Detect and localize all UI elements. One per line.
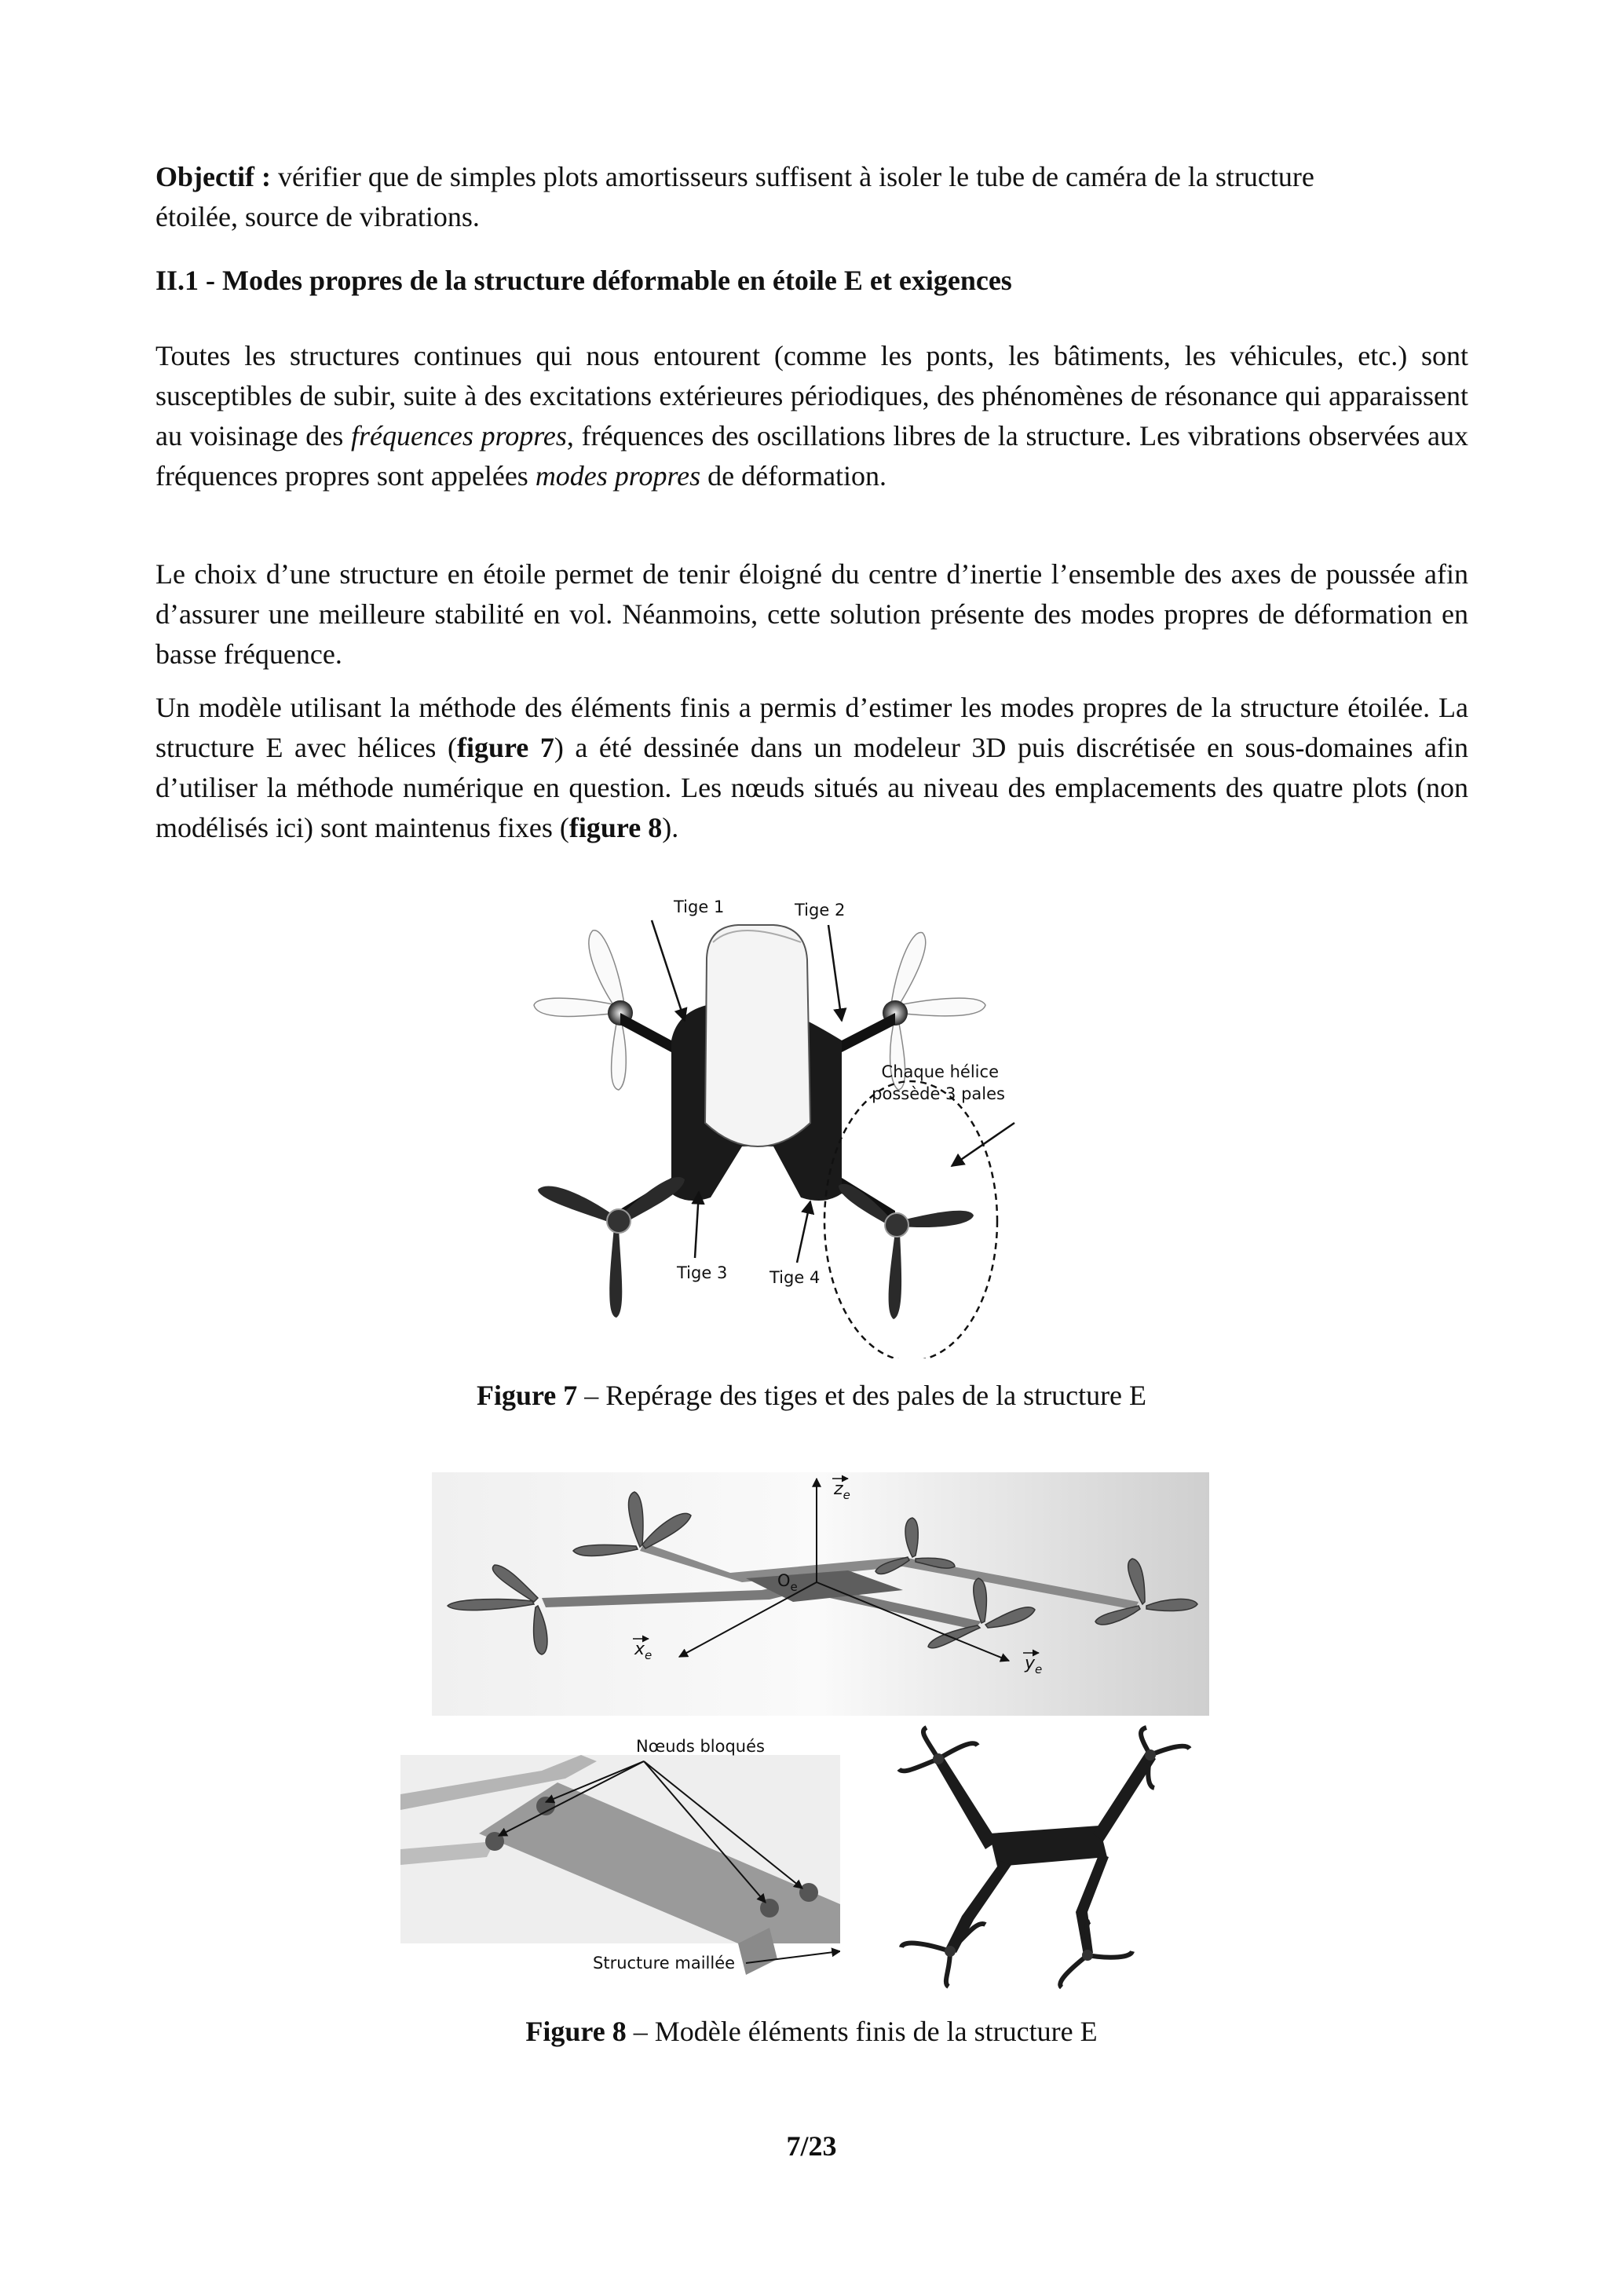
- paragraph-1-em1: fréquences propres: [350, 420, 567, 452]
- objective-line2: étoilée, source de vibrations.: [155, 201, 480, 232]
- page-number: 7/23: [786, 2130, 837, 2162]
- bottom-right-propeller: [839, 1184, 974, 1319]
- paragraph-1-part1: Toutes les structures continues qui nous entourent (comme les ponts, les bâtiments, les véhicules, etc.) sont susceptibles de subir, suite à des excitations extérieures périodiques, des phénomènes de résonance qui apparaissent au voisinage des: [155, 340, 1468, 452]
- objective-label: Objectif :: [155, 161, 271, 192]
- paragraph-1: [155, 336, 1468, 496]
- label-tige-4: Tige 4: [769, 1268, 821, 1287]
- paragraph-3-part3: ).: [662, 812, 679, 843]
- figure-7-caption-number: Figure 7: [476, 1380, 578, 1411]
- origin-label: $O_e$: [777, 1571, 798, 1594]
- paragraph-3-part1: Un modèle utilisant la méthode des éléments finis a permis d’estimer les modes propres de la structure étoilée. La structure E avec hélices (: [155, 692, 1468, 763]
- drone-body: [620, 925, 895, 1223]
- figure-8-meshed-structure: [840, 1724, 1233, 1991]
- label-helice-line1: Chaque hélice: [881, 1062, 999, 1081]
- top-left-propeller: [534, 930, 633, 1090]
- figure-7-caption-text: Repérage des tiges et des pales de la structure E: [605, 1380, 1147, 1411]
- label-structure-maillee: Structure maillée: [593, 1954, 736, 1972]
- axis-y-label: $y_e$: [1025, 1654, 1043, 1676]
- paragraph-1-part2: , fréquences des oscillations libres de la structure. Les vibrations observées aux fréquences propres sont appelées: [155, 420, 1468, 492]
- figure-8-blocked-nodes-detail: [400, 1724, 840, 1991]
- figure-8-cad-render: [432, 1472, 1209, 1716]
- paragraph-2: Le choix d’une structure en étoile permet de tenir éloigné du centre d’inertie l’ensemble des axes de poussée afin d’assurer une meilleure stabilité en vol. Néanmoins, cette solution présente des modes propres de déformation en basse fréquence.: [155, 558, 1468, 670]
- figure-8-caption-number: Figure 8: [525, 2016, 627, 2047]
- objective-line1: vérifier que de simples plots amortisseurs suffisent à isoler le tube de caméra de la structure: [270, 161, 1314, 192]
- paragraph-3-part2: ) a été dessinée dans un modeleur 3D puis discrétisée en sous-domaines afin d’utiliser la méthode numérique en question. Les nœuds situés au niveau des emplacements des quatre plots (non modélisés ici) sont maintenus fixes (: [155, 732, 1468, 843]
- paragraph-1-em2: modes propres: [535, 460, 701, 492]
- figure-8-caption: [0, 2015, 1623, 2048]
- label-helice-line2: possède 3 pales: [872, 1084, 1005, 1103]
- paragraph-1-part3: de déformation.: [700, 460, 887, 492]
- figure-8-caption-text: Modèle éléments finis de la structure E: [654, 2016, 1098, 2047]
- axis-x-label: $x_e$: [634, 1640, 652, 1662]
- bottom-left-propeller: [538, 1177, 685, 1318]
- label-tige-1: Tige 1: [674, 898, 725, 916]
- section-heading: II.1 - Modes propres de la structure déformable en étoile E et exigences: [155, 265, 1012, 296]
- axis-z-label: $z_e$: [834, 1479, 850, 1502]
- paragraph-3: [155, 688, 1468, 848]
- paragraph-3-ref2: figure 8: [568, 812, 663, 843]
- figure-8-caption-sep: –: [626, 2016, 655, 2047]
- label-tige-3: Tige 3: [677, 1263, 728, 1282]
- paragraph-3-ref1: figure 7: [456, 732, 554, 763]
- label-tige-2: Tige 2: [795, 901, 846, 919]
- label-noeuds-bloques: Nœuds bloqués: [636, 1737, 765, 1756]
- figure-7-drone-photo: [503, 887, 1021, 1358]
- figure-7-caption-sep: –: [577, 1380, 606, 1411]
- figure-7-caption: [0, 1379, 1623, 1412]
- objective-paragraph: [155, 157, 1468, 237]
